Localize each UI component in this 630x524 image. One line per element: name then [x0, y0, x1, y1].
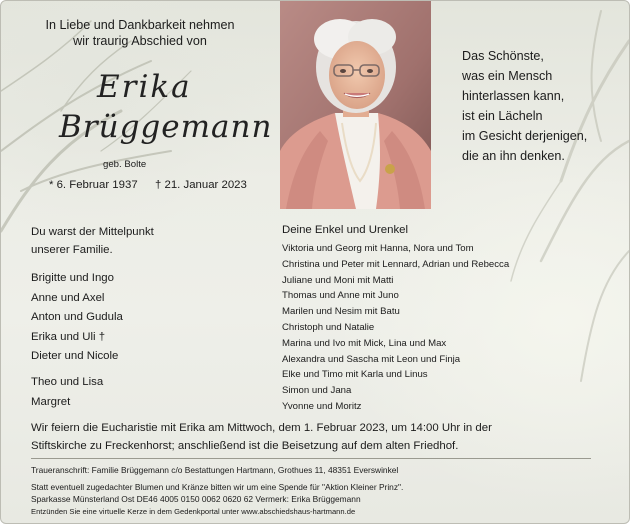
- list-item: Simon und Jana: [282, 385, 352, 397]
- list-item: Erika und Uli †: [31, 330, 106, 343]
- list-item: Anne und Axel: [31, 291, 105, 304]
- quote-line: die an ihn denken.: [462, 149, 565, 163]
- portrait-photo: [280, 1, 431, 209]
- intro-text: [1, 17, 279, 49]
- list-item: Marilen und Nesim mit Batu: [282, 306, 400, 318]
- quote-line: hinterlassen kann,: [462, 89, 565, 103]
- list-item: Yvonne und Moritz: [282, 400, 362, 412]
- list-item: Thomas und Anne mit Juno: [282, 290, 399, 302]
- grandchildren-list: [282, 241, 509, 415]
- others-list: [31, 373, 103, 412]
- quote-line: ist ein Lächeln: [462, 109, 543, 123]
- list-item: Margret: [31, 395, 71, 408]
- list-item: Anton und Gudula: [31, 311, 123, 323]
- list-item: Christina und Peter mit Lennard, Adrian und Rebecca: [282, 258, 510, 270]
- service-line: Wir feiern die Eucharistie mit Erika am Mittwoch, dem 1. Februar 2023, um 14:00 Uhr in der: [31, 422, 492, 434]
- center-text-line: unserer Familie.: [31, 244, 113, 256]
- list-item: Dieter und Nicole: [31, 350, 119, 362]
- list-item: Alexandra und Sascha mit Leon und Finja: [282, 353, 461, 365]
- donation-line: Statt eventuell zugedachter Blumen und Kränze bitten wir um eine Spende für "Aktion Kleiner Prinz".: [31, 482, 404, 492]
- service-announcement: [31, 419, 492, 455]
- center-text-line: Du warst der Mittelpunkt: [31, 226, 154, 238]
- children-list: [31, 269, 123, 367]
- maiden-name: geb. Bolte: [103, 159, 147, 170]
- list-item: Theo und Lisa: [31, 376, 104, 388]
- grandchildren-heading: Deine Enkel und Urenkel: [282, 224, 409, 236]
- quote-line: was ein Mensch: [462, 69, 553, 83]
- center-text: [31, 223, 154, 259]
- divider: [31, 458, 591, 459]
- list-item: Christoph und Natalie: [282, 321, 375, 333]
- deceased-last-name: Brüggemann: [59, 109, 273, 145]
- quote-line: im Gesicht derjenigen,: [462, 129, 588, 143]
- list-item: Brigitte und Ingo: [31, 272, 114, 284]
- death-date: † 21. Januar 2023: [155, 179, 247, 191]
- service-line: Stiftskirche zu Freckenhorst; anschließend ist die Beisetzung auf dem alten Friedhof.: [31, 440, 459, 452]
- mourning-address: Traueranschrift: Familie Brüggemann c/o Bestattungen Hartmann, Grothues 11, 48351 Everswinkel: [31, 465, 399, 475]
- intro-line: In Liebe und Dankbarkeit nehmen: [45, 18, 235, 32]
- quote-line: Das Schönste,: [462, 49, 544, 63]
- list-item: Juliane und Moni mit Matti: [282, 274, 394, 286]
- memorial-portal-note: Entzünden Sie eine virtuelle Kerze in dem Gedenkportal unter www.abschiedshaus-hartmann.de: [31, 507, 356, 516]
- birth-date: * 6. Februar 1937: [49, 179, 138, 191]
- intro-line: wir traurig Abschied von: [73, 34, 207, 48]
- list-item: Elke und Timo mit Karla und Linus: [282, 369, 428, 381]
- donation-info: [31, 481, 403, 505]
- deceased-first-name: Erika: [97, 69, 192, 105]
- list-item: Viktoria und Georg mit Hanna, Nora und Tom: [282, 243, 474, 254]
- quote: [462, 46, 587, 166]
- list-item: Marina und Ivo mit Mick, Lina und Max: [282, 337, 447, 349]
- donation-line: Sparkasse Münsterland Ost DE46 4005 0150 0062 0620 62 Vermerk: Erika Brüggemann: [31, 494, 361, 504]
